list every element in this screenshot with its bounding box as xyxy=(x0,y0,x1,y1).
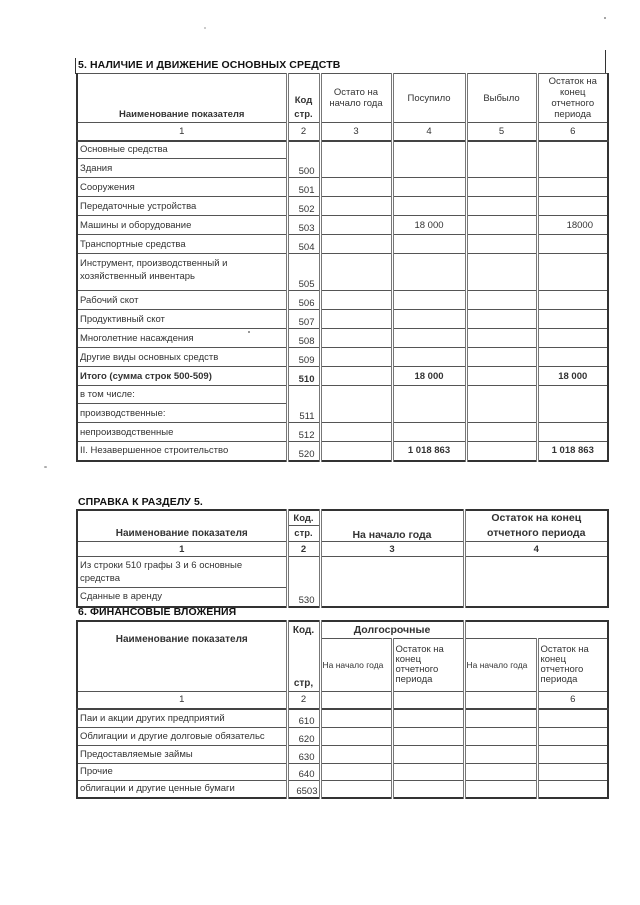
scan-speck xyxy=(44,466,47,468)
row-code: 505 xyxy=(287,254,320,291)
col-num: 2 xyxy=(287,542,320,557)
header-begin: Остато на начало года xyxy=(320,74,392,123)
col-num xyxy=(464,691,537,709)
cell-received: 1 018 863 xyxy=(392,442,466,461)
section5-title: 5. НАЛИЧИЕ И ДВИЖЕНИЕ ОСНОВНЫХ СРЕДСТВ xyxy=(78,59,341,71)
row-name: непроизводственные xyxy=(77,423,287,442)
cell-empty xyxy=(464,727,537,745)
cell-disposed xyxy=(466,141,537,178)
header-begin-short: На начало года xyxy=(464,638,537,691)
table-row xyxy=(77,557,608,588)
cell-received xyxy=(392,329,466,348)
cell-empty xyxy=(320,745,392,763)
cell-begin xyxy=(320,235,392,254)
table-row xyxy=(77,141,608,159)
table-row xyxy=(77,216,608,235)
row-code: 512 xyxy=(287,423,320,442)
cell-end xyxy=(537,386,608,423)
table-row xyxy=(77,348,608,367)
cell-empty xyxy=(537,727,608,745)
col-num: 6 xyxy=(537,123,608,141)
header-end: Остаток на конец отчетного периода xyxy=(464,510,608,542)
cell-received: 18 000 xyxy=(392,216,466,235)
row-code: 500 xyxy=(287,141,320,178)
col-num: 2 xyxy=(287,691,320,709)
row-code: 510 xyxy=(287,367,320,386)
cell-end xyxy=(537,423,608,442)
col-num: 4 xyxy=(392,123,466,141)
cell-empty xyxy=(464,780,537,798)
table-row xyxy=(77,709,608,727)
cell-end xyxy=(537,178,608,197)
column-numbers-row xyxy=(77,542,608,557)
row-name: в том числе: xyxy=(77,386,287,404)
cell-disposed xyxy=(466,216,537,235)
row-name: II. Незавершенное строительство xyxy=(77,442,287,461)
cell-empty xyxy=(392,709,464,727)
header-code-top: Код. xyxy=(287,621,320,638)
cell-received xyxy=(392,386,466,423)
row-name: Облигации и другие долговые обязательс xyxy=(77,727,287,745)
cell-received: 18 000 xyxy=(392,367,466,386)
row-code: 508 xyxy=(287,329,320,348)
cell-begin xyxy=(320,178,392,197)
fixed-assets-table xyxy=(76,73,609,462)
cell-disposed xyxy=(466,178,537,197)
row-name: Рабочий скот xyxy=(77,291,287,310)
cell-begin xyxy=(320,141,392,178)
row-name: Основные средства xyxy=(77,141,287,159)
row-name: Сооружения xyxy=(77,178,287,197)
row-name: производственные: xyxy=(77,404,287,423)
row-code: 502 xyxy=(287,197,320,216)
header-code-top: Код. xyxy=(287,510,320,526)
row-code: 503 xyxy=(287,216,320,235)
cell-empty xyxy=(537,709,608,727)
cell-begin xyxy=(320,423,392,442)
cell-empty xyxy=(464,763,537,780)
row-name: Сданные в аренду xyxy=(77,588,287,607)
cell-empty xyxy=(392,727,464,745)
cell-begin xyxy=(320,329,392,348)
cell-disposed xyxy=(466,310,537,329)
cell-end: 1 018 863 xyxy=(537,442,608,461)
cell-end xyxy=(537,310,608,329)
row-code: 509 xyxy=(287,348,320,367)
cell-begin xyxy=(320,557,464,607)
row-code: 630 xyxy=(287,745,320,763)
row-code: 501 xyxy=(287,178,320,197)
column-numbers-row xyxy=(77,691,608,709)
cell-disposed xyxy=(466,423,537,442)
row-code: 530 xyxy=(287,557,320,607)
col-num: 1 xyxy=(77,542,287,557)
row-name: Итого (сумма строк 500-509) xyxy=(77,367,287,386)
row-name: Паи и акции других предприятий xyxy=(77,709,287,727)
cell-begin xyxy=(320,291,392,310)
cell-empty xyxy=(392,745,464,763)
col-num: 1 xyxy=(77,691,287,709)
col-num xyxy=(320,691,392,709)
row-name: облигации и другие ценные бумаги xyxy=(77,780,287,798)
page-edge-line xyxy=(75,58,76,74)
cell-end xyxy=(537,348,608,367)
cell-received xyxy=(392,254,466,291)
table-row xyxy=(77,763,608,780)
cell-begin xyxy=(320,367,392,386)
table-row xyxy=(77,329,608,348)
col-num: 5 xyxy=(466,123,537,141)
col-num: 2 xyxy=(287,123,320,141)
cell-received xyxy=(392,348,466,367)
cell-empty xyxy=(320,763,392,780)
cell-end xyxy=(537,254,608,291)
cell-end: 18000 xyxy=(537,216,608,235)
cell-disposed xyxy=(466,367,537,386)
header-code-bottom: стр. xyxy=(287,526,320,542)
header-begin: На начало года xyxy=(320,510,464,542)
table-header-row xyxy=(77,74,608,123)
cell-empty xyxy=(537,763,608,780)
col-num: 3 xyxy=(320,123,392,141)
cell-received xyxy=(392,423,466,442)
table-row xyxy=(77,745,608,763)
table-header-row xyxy=(77,510,608,526)
cell-disposed xyxy=(466,348,537,367)
header-group-long: Долгосрочные xyxy=(320,621,464,638)
header-code-bottom: стр, xyxy=(287,638,320,691)
row-code: 620 xyxy=(287,727,320,745)
cell-end: 18 000 xyxy=(537,367,608,386)
header-name: Наименование показателя xyxy=(77,74,287,123)
cell-end xyxy=(464,557,608,607)
row-code: 640 xyxy=(287,763,320,780)
table-row xyxy=(77,423,608,442)
cell-empty xyxy=(320,727,392,745)
reference-table xyxy=(76,509,609,608)
cell-disposed xyxy=(466,254,537,291)
header-end-short: Остаток на конец отчетного периода xyxy=(537,638,608,691)
row-name: Инструмент, производственный и хозяйственный инвентарь xyxy=(77,254,287,291)
cell-received xyxy=(392,291,466,310)
cell-end xyxy=(537,291,608,310)
row-name: Продуктивный скот xyxy=(77,310,287,329)
cell-begin xyxy=(320,216,392,235)
table-row xyxy=(77,178,608,197)
cell-empty xyxy=(464,745,537,763)
header-received: Посупило xyxy=(392,74,466,123)
section6-title: 6. ФИНАНСОВЫЕ ВЛОЖЕНИЯ xyxy=(78,606,237,618)
row-code: 6503 xyxy=(287,780,320,798)
cell-end xyxy=(537,329,608,348)
row-name: Многолетние насаждения xyxy=(77,329,287,348)
row-code: 504 xyxy=(287,235,320,254)
cell-begin xyxy=(320,197,392,216)
table-row xyxy=(77,291,608,310)
table-header-row xyxy=(77,621,608,638)
cell-empty xyxy=(537,745,608,763)
row-name: Передаточные устройства xyxy=(77,197,287,216)
cell-disposed xyxy=(466,329,537,348)
table-row xyxy=(77,235,608,254)
cell-begin xyxy=(320,310,392,329)
reference5-title: СПРАВКА К РАЗДЕЛУ 5. xyxy=(78,496,203,508)
header-end: Остаток на конец отчетного периода xyxy=(537,74,608,123)
cell-received xyxy=(392,310,466,329)
cell-received xyxy=(392,235,466,254)
cell-disposed xyxy=(466,235,537,254)
cell-received xyxy=(392,141,466,178)
cell-begin xyxy=(320,442,392,461)
cell-begin xyxy=(320,254,392,291)
cell-end xyxy=(537,141,608,178)
cell-end xyxy=(537,235,608,254)
cell-received xyxy=(392,178,466,197)
header-name: Наименование показателя xyxy=(77,510,287,542)
table-row xyxy=(77,780,608,798)
col-num xyxy=(392,691,464,709)
col-num: 4 xyxy=(464,542,608,557)
row-code: 520 xyxy=(287,442,320,461)
header-begin-long: На начало года xyxy=(320,638,392,691)
cell-empty xyxy=(392,780,464,798)
row-code: 610 xyxy=(287,709,320,727)
row-name: Из строки 510 графы 3 и 6 основные средства xyxy=(77,557,287,588)
col-num: 6 xyxy=(537,691,608,709)
cell-disposed xyxy=(466,386,537,423)
cell-disposed xyxy=(466,197,537,216)
cell-empty xyxy=(392,763,464,780)
row-code: 511 xyxy=(287,386,320,423)
page-edge-line xyxy=(605,50,606,74)
cell-begin xyxy=(320,386,392,423)
header-disposed: Выбыло xyxy=(466,74,537,123)
header-end-long: Остаток на конец отчетного периода xyxy=(392,638,464,691)
table-row xyxy=(77,442,608,461)
row-name: Здания xyxy=(77,159,287,178)
cell-begin xyxy=(320,348,392,367)
column-numbers-row xyxy=(77,123,608,141)
scan-speck xyxy=(604,17,606,19)
cell-disposed xyxy=(466,442,537,461)
row-name: Транспортные средства xyxy=(77,235,287,254)
cell-empty xyxy=(537,780,608,798)
header-group-short xyxy=(464,621,608,638)
table-row xyxy=(77,386,608,404)
row-name: Прочие xyxy=(77,763,287,780)
row-code: 507 xyxy=(287,310,320,329)
col-num: 1 xyxy=(77,123,287,141)
table-row xyxy=(77,727,608,745)
table-row xyxy=(77,310,608,329)
table-row-total xyxy=(77,367,608,386)
financial-investments-table xyxy=(76,620,609,799)
header-code: Код стр. xyxy=(287,74,320,123)
cell-empty xyxy=(320,780,392,798)
cell-end xyxy=(537,197,608,216)
table-row xyxy=(77,254,608,291)
col-num: 3 xyxy=(320,542,464,557)
row-name: Другие виды основных средств xyxy=(77,348,287,367)
cell-received xyxy=(392,197,466,216)
table-row xyxy=(77,197,608,216)
header-name: Наименование показателя xyxy=(77,621,287,691)
scan-speck xyxy=(204,27,206,29)
cell-disposed xyxy=(466,291,537,310)
cell-empty xyxy=(464,709,537,727)
row-name: Предоставляемые займы xyxy=(77,745,287,763)
row-name: Машины и оборудование xyxy=(77,216,287,235)
row-code: 506 xyxy=(287,291,320,310)
cell-empty xyxy=(320,709,392,727)
